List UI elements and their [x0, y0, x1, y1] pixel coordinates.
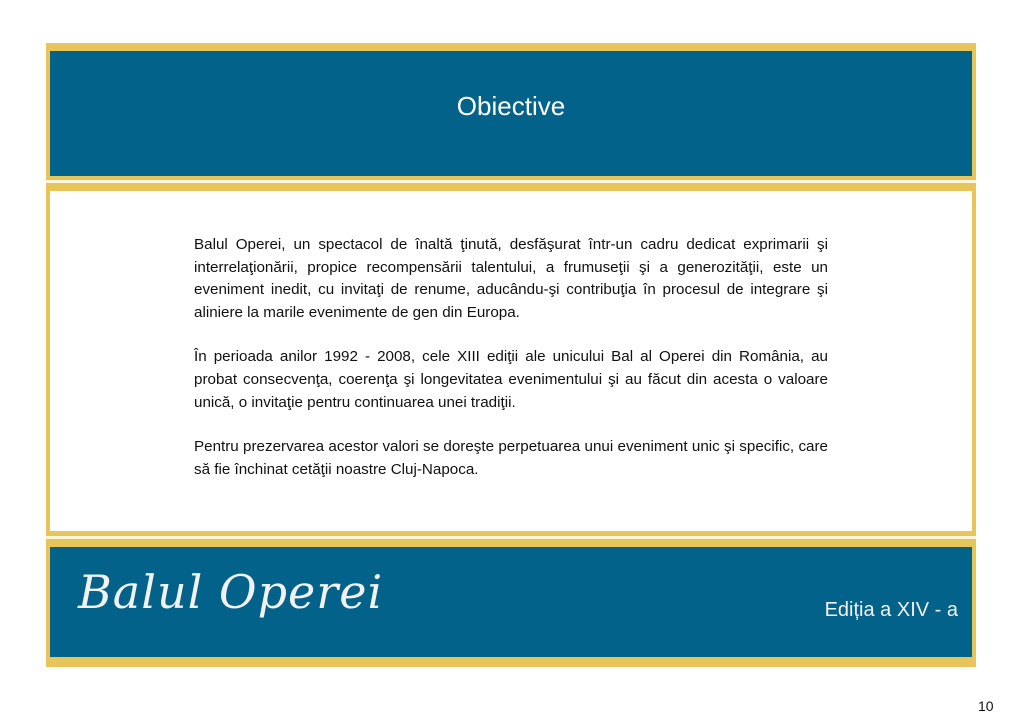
page-number: 10 [978, 698, 994, 714]
paragraph-1: Balul Operei, un spectacol de înaltă ţinută, desfăşurat într-un cadru dedicat exprimarii şi interrelaţionării, propice recompensării talentului, a frumuseţii şi a generozităţii, este un eveniment inedit, cu invitaţi de renume, aducându-şi contribuţia în procesul de integrare şi aliniere la marile evenimente de gen din Europa. [194, 236, 828, 321]
divider-top [46, 180, 976, 183]
header-band [50, 51, 972, 176]
divider-bottom [46, 536, 976, 539]
footer-band [50, 547, 972, 657]
slide-title: Obiective [456, 91, 566, 121]
paragraph-2: În perioada anilor 1992 - 2008, cele XIII ediţii ale unicului Bal al Operei din România, au probat consecvenţa, coerenţa şi longevitatea evenimentului şi au făcut din acesta o valoare unică, o invitaţie pentru continuarea unei tradiţii. [194, 348, 828, 411]
balul-operei-logo: Balul Operei [78, 565, 384, 619]
slide [46, 43, 976, 667]
content-panel [50, 191, 972, 531]
edition-label: Ediția a XIV - a [824, 599, 958, 621]
paragraph-3: Pentru prezervarea acestor valori se doreşte perpetuarea unui eveniment unic şi specific, care să fie închinat cetăţii noastre Cluj-Napoca. [194, 438, 828, 478]
body-text [194, 234, 828, 503]
